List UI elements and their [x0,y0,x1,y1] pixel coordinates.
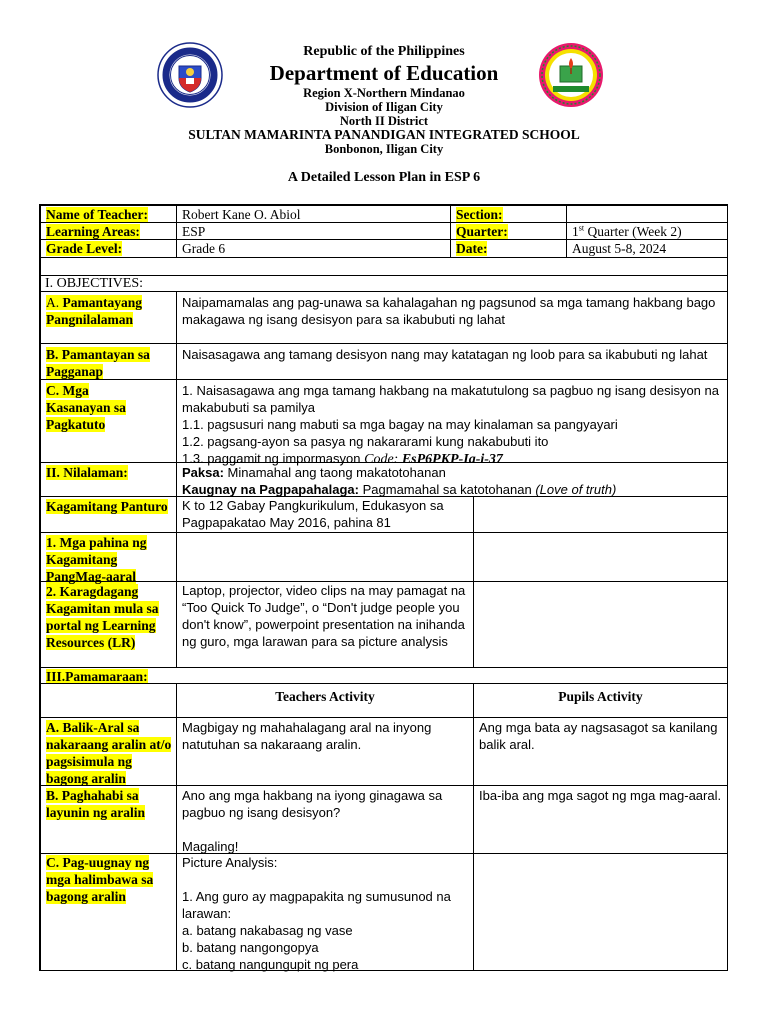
examples-label: C. Pag-uugnay ng mga halimbawa sa bagong aralin [46,855,154,904]
region-line: Region X-Northern Mindanao [303,86,465,100]
grade-value: Grade 6 [176,239,451,258]
examples-line: 1. Ang guro ay magpapakita ng sumusunod na larawan: [182,889,451,921]
letterhead [0,44,768,156]
content-standard-label: A. Pamantayang Pangnilalaman [46,295,143,327]
teacher-value: Robert Kane O. Abiol [176,205,451,223]
additional-materials-text: Laptop, projector, video clips na may pamagat na “Too Quick To Judge”, o “Don't judge people you don't know”, powerpoint presentation na inihanda ng guro, mga larawan para sa picture analysis [176,581,474,668]
materials-label: Kagamitang Panturo [46,499,168,514]
quarter-label: Quarter: [456,224,508,239]
review-teacher-text: Magbigay ng mahahalagang aral na inyong natutuhan sa nakaraang aralin. [176,717,474,786]
department-line: Department of Education [269,61,499,85]
quarter-rest: Quarter (Week 2) [584,224,682,239]
competencies-label: C. Mga Kasanayan sa Pagkatuto [46,383,126,432]
grade-label: Grade Level: [46,241,123,256]
purpose-teacher-text [176,785,474,854]
examples-line: Picture Analysis: [182,855,278,870]
lesson-plan-table [39,204,728,971]
materials-text: K to 12 Gabay Pangkurikulum, Edukasyon sa Pagpapakatao May 2016, pahina 81 [176,496,474,533]
content-text [176,462,728,497]
procedure-heading-cell [40,667,728,684]
materials-empty-cell [473,496,728,533]
competency-line: 1.1. pagsusuri nang mabuti sa mga bagay na may kinalaman sa pangyayari [182,417,618,432]
teacher-label-cell [40,205,177,223]
paksa-line: Paksa: Minamahal ang taong makatotohanan [182,465,446,480]
date-value: August 5-8, 2024 [566,239,728,258]
review-label: A. Balik-Aral sa nakaraang aralin at/o pagsisimula ng bagong aralin [46,720,172,786]
pages-empty-cell [473,532,728,582]
teacher-label: Name of Teacher: [46,207,148,222]
date-label: Date: [456,241,488,256]
objectives-heading: I. OBJECTIVES: [40,275,728,292]
performance-standard-label-cell [40,343,177,380]
competency-line: 1.3. paggamit ng impormasyon Code: EsP6PKP-Ia-i-37 [182,451,503,467]
date-label-cell [450,239,567,258]
purpose-teacher-question: Ano ang mga hakbang na iyong ginagawa sa pagbuo ng isang desisyon? [182,788,443,820]
quarter-label-cell [450,222,567,240]
code-label: Code: [364,452,402,467]
examples-label-cell [40,853,177,971]
section-value [566,205,728,223]
content-standard-label-cell [40,291,177,344]
review-label-cell [40,717,177,786]
review-pupil-text: Ang mga bata ay nagsasagot sa kanilang balik aral. [473,717,728,786]
pupils-activity-header: Pupils Activity [473,683,728,718]
procedure-heading: III.Pamamaraan: [46,669,148,684]
teachers-activity-header: Teachers Activity [176,683,474,718]
competency-line: 1.2. pagsang-ayon sa pasya ng nakararami kung nakabubuti ito [182,434,549,449]
document-title: A Detailed Lesson Plan in ESP 6 [287,170,481,185]
grade-label-cell [40,239,177,258]
quarter-value [566,222,728,240]
examples-line: c. batang nangungupit ng pera [182,957,359,972]
kaugnay-line: Kaugnay na Pagpapahalaga: Pagmamahal sa katotohanan (Love of truth) [182,482,617,497]
quarter-suffix: st [578,223,585,233]
republic-line: Republic of the Philippines [303,44,465,59]
purpose-label-cell [40,785,177,854]
examples-pupil-text [473,853,728,971]
purpose-teacher-praise: Magaling! [182,839,239,854]
division-line: Division of Iligan City [325,100,443,114]
purpose-label: B. Paghahabi sa layunin ng aralin [46,788,146,820]
spacer-row [40,257,728,276]
competency-code: EsP6PKP-Ia-i-37 [401,452,503,467]
pages-value-cell [176,532,474,582]
areas-label-cell [40,222,177,240]
activity-header-blank [40,683,177,718]
additional-materials-empty-cell [473,581,728,668]
content-standard-text: Naipamamalas ang pag-unawa sa kahalagahan ng pagsunod sa mga tamang hakbang bago makagawa ng isang desisyon para sa ikabubuti ng lahat [176,291,728,344]
section-label: Section: [456,207,503,222]
competencies-label-cell [40,379,177,463]
competencies-text [176,379,728,467]
quarter-number: 1 [572,224,579,239]
examples-line: b. batang nangongopya [182,940,319,955]
examples-teacher-text [176,853,474,971]
address-line: Bonbonon, Iligan City [324,142,444,156]
additional-materials-label: 2. Karagdagang Kagamitan mula sa portal ng Learning Resources (LR) [46,584,159,650]
competency-line: 1. Naisasagawa ang mga tamang hakbang na makatutulong sa pagbuo ng isang desisyon na makabubuti sa pamilya [182,383,719,415]
section-label-cell [450,205,567,223]
performance-standard-text: Naisasagawa ang tamang desisyon nang may katatagan ng loob para sa ikabubuti ng lahat [176,343,728,380]
materials-label-cell [40,496,177,533]
pages-label: 1. Mga pahina ng Kagamitang PangMag-aaral [46,535,147,584]
district-line: North II District [339,114,429,128]
content-label-cell [40,462,177,497]
content-label: II. Nilalaman: [46,465,128,480]
examples-line: a. batang nakabasag ng vase [182,923,353,938]
areas-label: Learning Areas: [46,224,140,239]
areas-value: ESP [176,222,451,240]
performance-standard-label: B. Pamantayan sa Pagganap [46,347,150,379]
purpose-pupil-text: Iba-iba ang mga sagot ng mga mag-aaral. [473,785,728,854]
pages-label-cell [40,532,177,582]
school-line: SULTAN MAMARINTA PANANDIGAN INTEGRATED SCHOOL [188,127,580,142]
additional-materials-label-cell [40,581,177,668]
